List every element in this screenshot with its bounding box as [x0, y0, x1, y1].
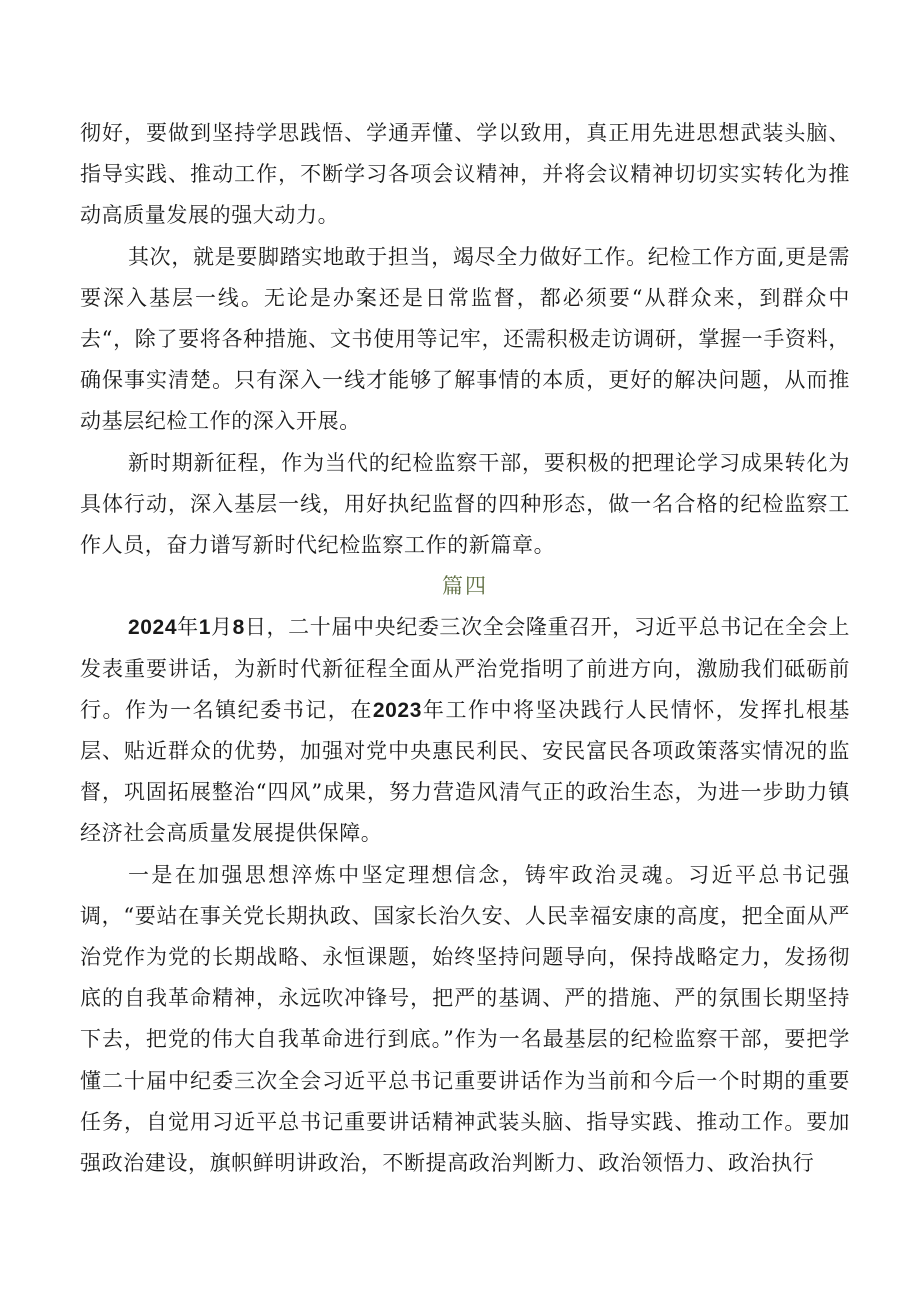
paragraph-4-text-b: 年工作中将坚决践行人民情怀，发挥扎根基层、贴近群众的优势，加强对党中央惠民利民、安民富民各项政策落实情况的监督，巩固拓展整治“四风”成果，努力营造风清气正的政治生态，为进一步助力镇经济社会高质量发展提供保障。 — [80, 697, 850, 846]
month-number: 1 — [198, 616, 212, 640]
month-unit: 月 — [211, 615, 233, 640]
paragraph-2: 其次，就是要脚踏实地敢于担当，竭尽全力做好工作。纪检工作方面,更是需要深入基层一线。无论是办案还是日常监督，都必须要“从群众来，到群众中去“，除了要将各种措施、文书使用等记牢，还需积极走访调研，掌握一手资料，确保事实清楚。只有深入一线才能够了解事情的本质，更好的解决问题，从而推动基层纪检工作的深入开展。 — [80, 244, 850, 434]
paragraph-4-text-a: 日，二十届中央纪委三次全会隆重召开，习近平总书记在全会上发表重要讲话，为新时代新征程全面从严治党指明了前进方向，激励我们砥砺前行。作为一名镇纪委书记，在 — [80, 615, 850, 722]
paragraph-4 — [80, 607, 850, 854]
year-unit: 年 — [177, 615, 199, 640]
year-number-2: 2023 — [372, 698, 422, 722]
paragraph-3: 新时期新征程，作为当代的纪检监察干部，要积极的把理论学习成果转化为具体行动，深入基层一线，用好执纪监督的四种形态，做一名合格的纪检监察工作人员，奋力谱写新时代纪检监察工作的新篇章。 — [80, 450, 850, 558]
section-heading: 篇四 — [442, 574, 488, 599]
document-page — [80, 113, 850, 1184]
paragraph-1: 彻好，要做到坚持学思践悟、学通弄懂、学以致用，真正用先进思想武装头脑、指导实践、推动工作，不断学习各项会议精神，并将会议精神切切实实转化为推动高质量发展的强大动力。 — [80, 121, 850, 228]
year-number: 2024 — [128, 616, 178, 640]
day-number: 8 — [232, 616, 245, 640]
paragraph-5: 一是在加强思想淬炼中坚定理想信念，铸牢政治灵魂。习近平总书记强调，“要站在事关党长期执政、国家长治久安、人民幸福安康的高度，把全面从严治党作为党的长期战略、永恒课题，始终坚持问题导向，保持战略定力，发扬彻底的自我革命精神，永远吹冲锋号，把严的基调、严的措施、严的氛围长期坚持下去，把党的伟大自我革命进行到底。”作为一名最基层的纪检监察干部，要把学懂二十届中纪委三次全会习近平总书记重要讲话作为当前和今后一个时期的重要任务，自觉用习近平总书记重要讲话精神武装头脑、指导实践、推动工作。要加强政治建设，旗帜鲜明讲政治，不断提高政治判断力、政治领悟力、政治执行 — [80, 862, 850, 1176]
